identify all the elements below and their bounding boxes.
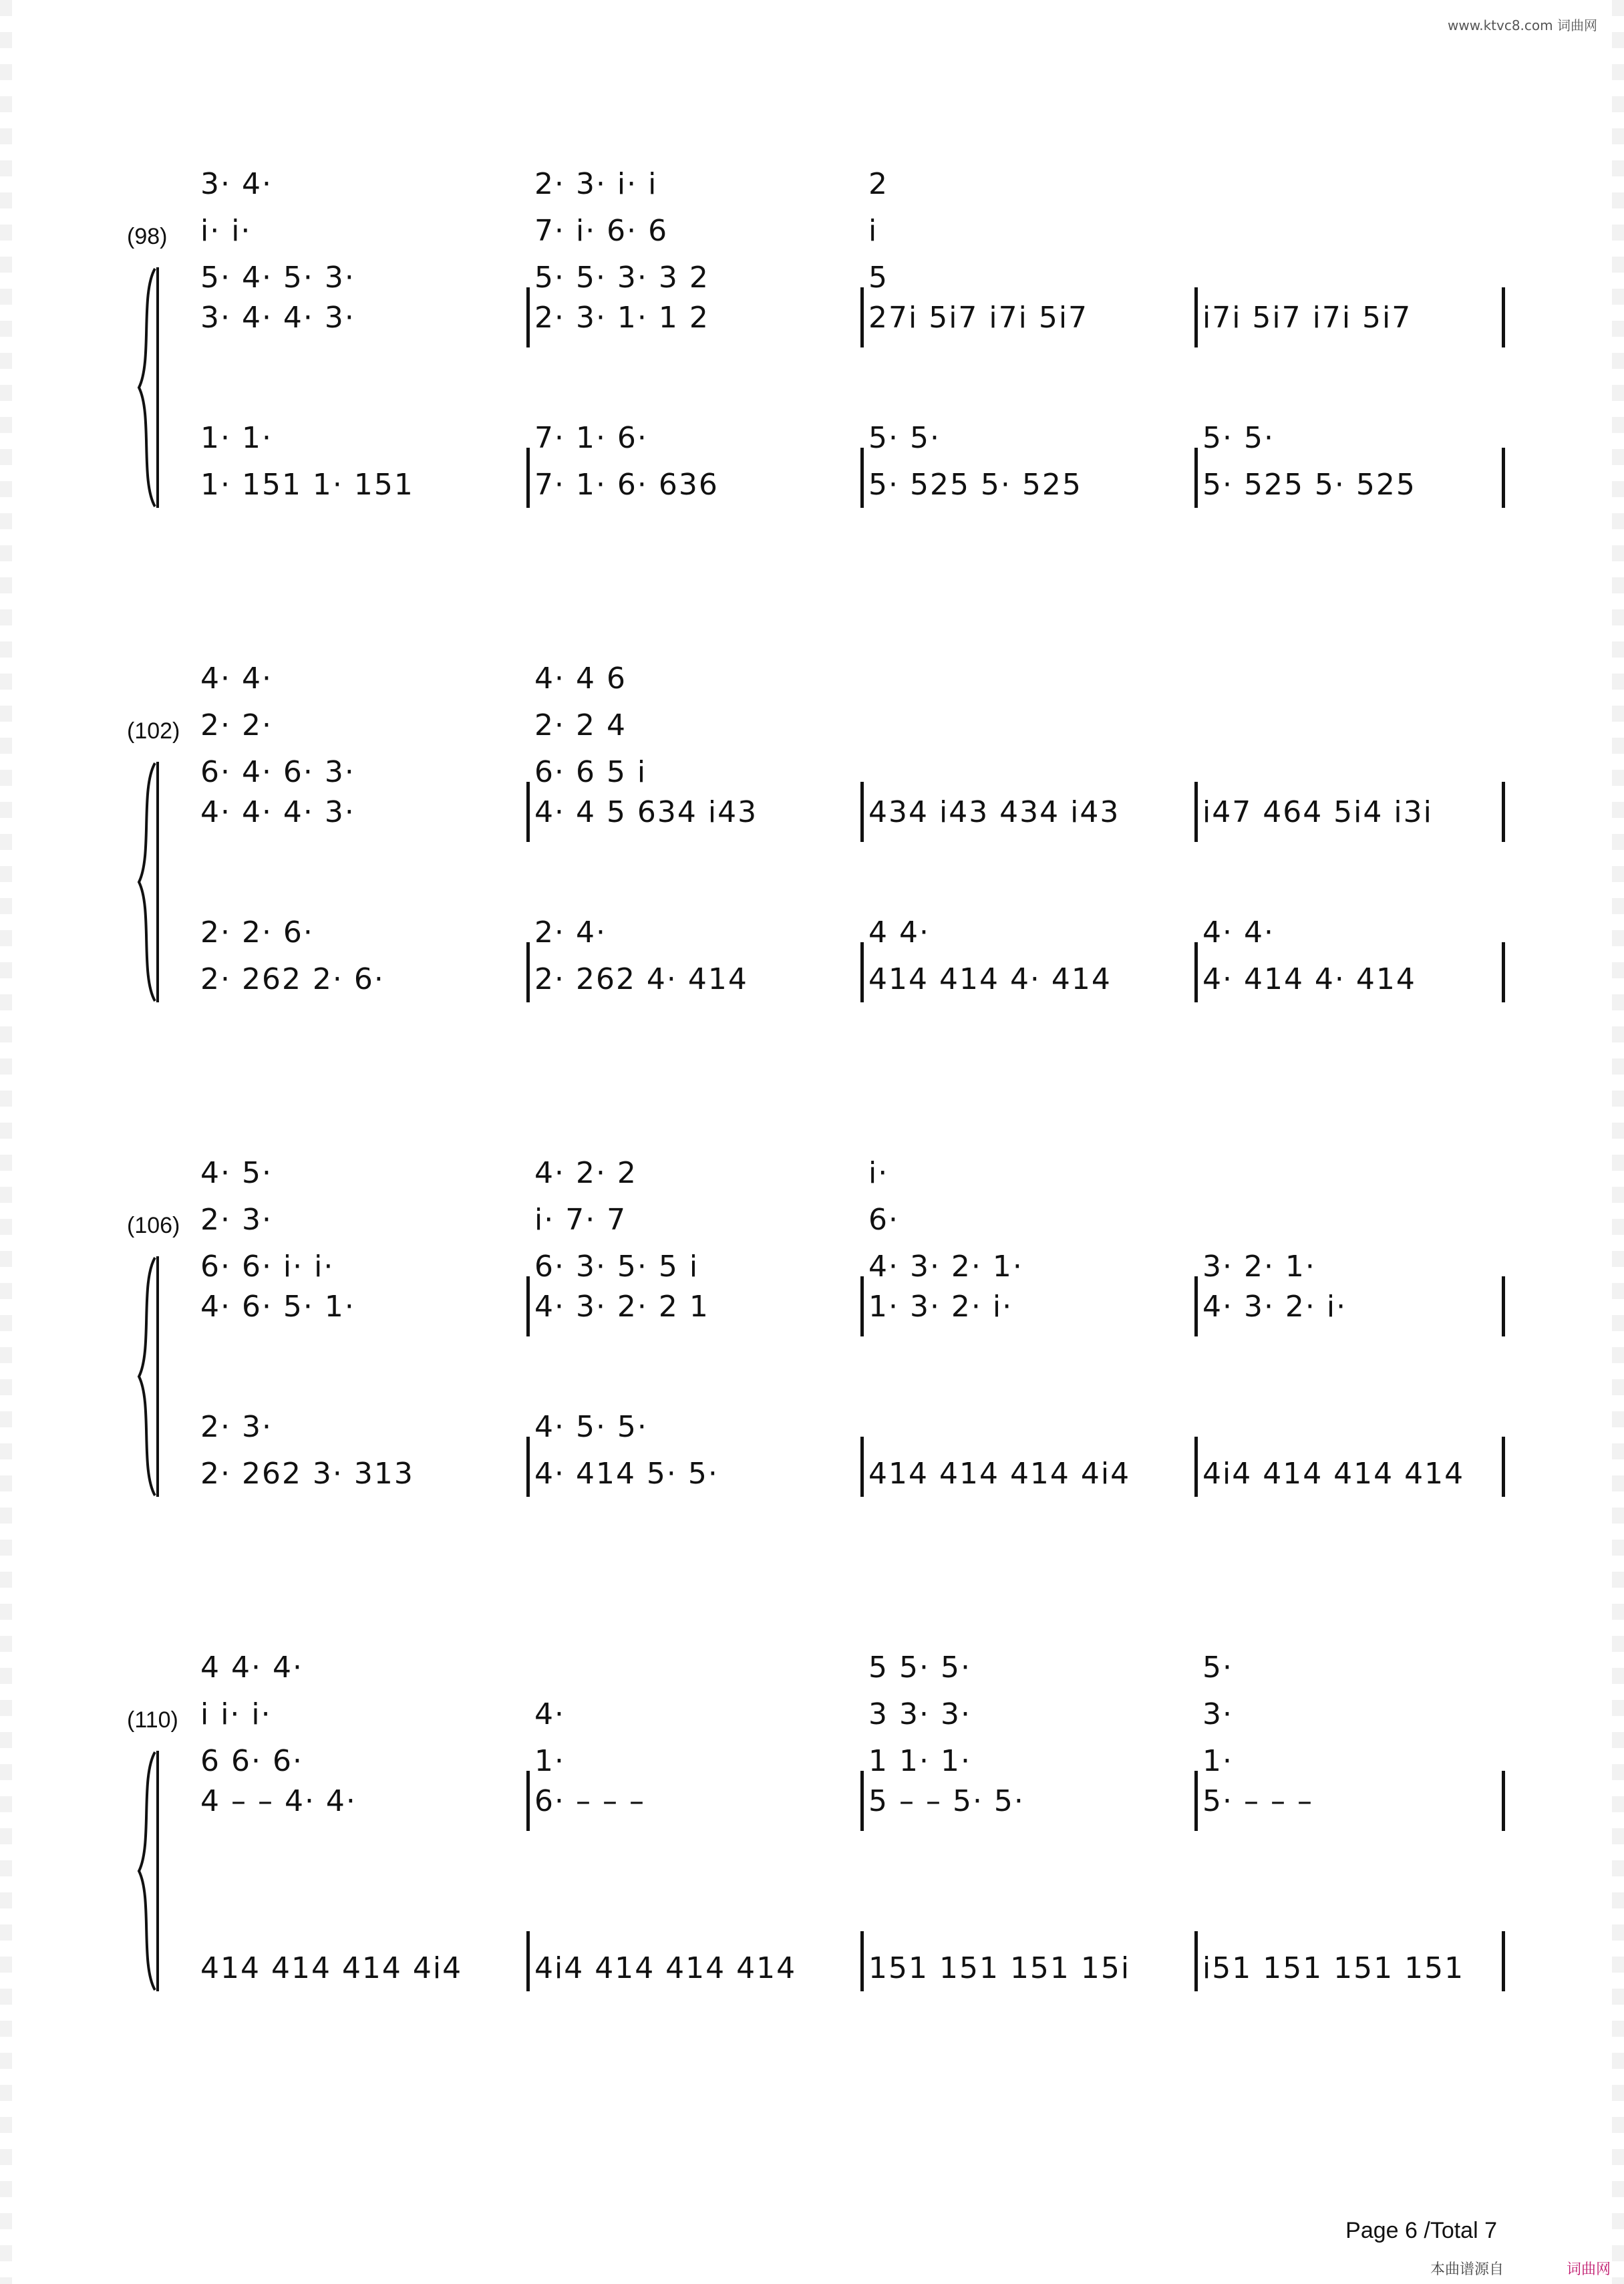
- bass-row: [187, 1410, 1496, 1457]
- measure-notes: 4· 3· 2· i·: [1202, 1290, 1347, 1324]
- treble-row: [187, 1651, 1496, 1697]
- treble-row: [187, 1203, 1496, 1250]
- measure-notes: 151 151 151 15i: [868, 1951, 1131, 1985]
- measure-notes: 414 414 414 4i4: [200, 1951, 463, 1985]
- measure-notes: [1510, 708, 1563, 755]
- measure-notes: 6 6· 6·: [200, 1744, 303, 1778]
- treble-row: [187, 708, 1496, 755]
- barline: [1194, 287, 1198, 347]
- measure-notes: [1510, 468, 1563, 515]
- system-rows: [187, 648, 1496, 1022]
- measure-notes: 6· 4· 6· 3·: [200, 755, 355, 789]
- bass-row: [187, 1457, 1496, 1504]
- measure-notes: [1510, 1410, 1563, 1457]
- barline: [1194, 942, 1198, 1002]
- bass-row: [187, 915, 1496, 962]
- measure-notes: [534, 1651, 848, 1697]
- measure-notes: [1510, 421, 1563, 468]
- barline: [860, 1931, 864, 1991]
- page-number: Page 6 /Total 7: [1345, 2218, 1497, 2243]
- grand-staff-brace: [135, 1256, 159, 1497]
- measure-notes: 1·: [534, 1744, 565, 1778]
- measure-notes: 4i4 414 414 414: [534, 1951, 797, 1985]
- measure-notes: [1510, 1651, 1563, 1697]
- barline: [860, 942, 864, 1002]
- measure-notes: 7· i· 6· 6: [534, 214, 669, 248]
- measure-notes: 4 4· 4·: [200, 1651, 303, 1685]
- measure-notes: [1510, 1904, 1563, 1951]
- left-edge-watermark-strip: [0, 0, 12, 2284]
- measure-number-label: (106): [127, 1213, 180, 1238]
- measure-notes: [1202, 214, 1516, 261]
- measure-notes: i· i·: [200, 214, 252, 248]
- barline: [526, 1276, 530, 1336]
- measure-notes: 5: [868, 261, 888, 295]
- measure-notes: 5·: [1202, 1651, 1233, 1685]
- measure-notes: [1510, 795, 1563, 842]
- measure-notes: 4i4 414 414 414: [1202, 1457, 1465, 1491]
- measure-number-label: (102): [127, 718, 180, 744]
- measure-notes: 6· 6· i· i·: [200, 1250, 335, 1284]
- grand-staff-brace: [135, 1751, 159, 1991]
- measure-notes: i47 464 5i4 i3i: [1202, 795, 1433, 829]
- right-edge-watermark-strip: [1612, 0, 1624, 2284]
- measure-notes: i: [868, 214, 878, 248]
- measure-notes: 7· 1· 6· 636: [534, 468, 719, 502]
- measure-notes: [1510, 214, 1563, 261]
- measure-notes: 6·: [868, 1203, 899, 1237]
- measure-notes: 4· 414 5· 5·: [534, 1457, 719, 1491]
- measure-notes: [1202, 1203, 1516, 1250]
- treble-row: [187, 795, 1496, 842]
- measure-notes: 5 5· 5·: [868, 1651, 971, 1685]
- measure-notes: 5· 5·: [868, 421, 941, 455]
- barline: [860, 1771, 864, 1831]
- measure-notes: 4·: [534, 1697, 565, 1731]
- measure-notes: [1202, 708, 1516, 755]
- measure-notes: 3 3· 3·: [868, 1697, 971, 1731]
- measure-notes: [1510, 1457, 1563, 1504]
- score-system: [127, 648, 1496, 1049]
- measure-notes: 1·: [1202, 1744, 1233, 1778]
- measure-notes: 4· 4 6: [534, 662, 627, 696]
- barline: [1194, 1437, 1198, 1497]
- measure-notes: 6· 3· 5· 5 i: [534, 1250, 699, 1284]
- treble-row: [187, 662, 1496, 708]
- measure-notes: 6· 6 5 i: [534, 755, 647, 789]
- measure-notes: [1510, 1290, 1563, 1336]
- measure-notes: 2· 2·: [200, 708, 273, 742]
- measure-notes: 5 – – 5· 5·: [868, 1784, 1025, 1818]
- barline: [526, 942, 530, 1002]
- grand-staff-brace: [135, 267, 159, 508]
- measure-notes: 3·: [1202, 1697, 1233, 1731]
- site-caption: 本曲谱源自: [1430, 2261, 1504, 2277]
- bass-row: [187, 962, 1496, 1009]
- measure-notes: [1510, 1951, 1563, 1998]
- measure-notes: [1202, 662, 1516, 708]
- measure-number-label: (110): [127, 1707, 178, 1733]
- measure-notes: [1510, 301, 1563, 347]
- measure-notes: 5· 525 5· 525: [1202, 468, 1416, 502]
- barline: [1194, 1931, 1198, 1991]
- barline: [1502, 1771, 1505, 1831]
- measure-notes: 4 4·: [868, 915, 930, 950]
- measure-notes: [1510, 1784, 1563, 1831]
- measure-notes: [1202, 1156, 1516, 1203]
- score-system: [127, 1637, 1496, 2038]
- bass-row: [187, 421, 1496, 468]
- system-rows: [187, 1637, 1496, 2011]
- measure-notes: i·: [868, 1156, 889, 1190]
- measure-notes: i· 7· 7: [534, 1203, 627, 1237]
- barline: [1502, 782, 1505, 842]
- measure-notes: 2· 4·: [534, 915, 607, 950]
- barline: [526, 448, 530, 508]
- barline: [1502, 1437, 1505, 1497]
- treble-row: [187, 301, 1496, 347]
- grand-staff-brace: [135, 762, 159, 1002]
- barline: [860, 287, 864, 347]
- measure-notes: 5· 5· 3· 3 2: [534, 261, 709, 295]
- treble-row: [187, 1697, 1496, 1744]
- measure-notes: 2· 3·: [200, 1203, 273, 1237]
- bass-row: [187, 1904, 1496, 1951]
- measure-notes: [868, 1904, 1182, 1951]
- measure-notes: 27i 5i7 i7i 5i7: [868, 301, 1089, 335]
- barline: [526, 1437, 530, 1497]
- measure-notes: 5· 4· 5· 3·: [200, 261, 355, 295]
- measure-notes: 4· 4· 4· 3·: [200, 795, 355, 829]
- measure-notes: 2: [868, 167, 888, 201]
- barline: [860, 1276, 864, 1336]
- measure-notes: 1· 3· 2· i·: [868, 1290, 1013, 1324]
- barline: [1502, 942, 1505, 1002]
- measure-number-label: (98): [127, 224, 168, 249]
- measure-notes: 4· 2· 2: [534, 1156, 637, 1190]
- barline: [860, 448, 864, 508]
- bass-row: [187, 1951, 1496, 1998]
- measure-notes: 2· 2 4: [534, 708, 627, 742]
- barline: [860, 1437, 864, 1497]
- measure-notes: 414 414 414 4i4: [868, 1457, 1131, 1491]
- barline: [1502, 1276, 1505, 1336]
- treble-row: [187, 1784, 1496, 1831]
- measure-notes: [1510, 1697, 1563, 1744]
- score-system: [127, 154, 1496, 555]
- barline: [526, 1931, 530, 1991]
- treble-row: [187, 1290, 1496, 1336]
- measure-notes: 5· 5·: [1202, 421, 1275, 455]
- treble-row: [187, 1156, 1496, 1203]
- measure-notes: [1510, 915, 1563, 962]
- measure-notes: 2· 3· i· i: [534, 167, 658, 201]
- measure-notes: 4· 414 4· 414: [1202, 962, 1416, 996]
- score-system: [127, 1143, 1496, 1544]
- measure-notes: 3· 2· 1·: [1202, 1250, 1316, 1284]
- measure-notes: 2· 3·: [200, 1410, 273, 1444]
- measure-notes: 2· 3· 1· 1 2: [534, 301, 709, 335]
- measure-notes: 4 – – 4· 4·: [200, 1784, 357, 1818]
- barline: [1194, 448, 1198, 508]
- measure-notes: 4· 5·: [200, 1156, 273, 1190]
- measure-notes: 5· 525 5· 525: [868, 468, 1082, 502]
- measure-notes: 6· – – –: [534, 1784, 645, 1818]
- treble-row: [187, 167, 1496, 214]
- measure-notes: [1510, 1156, 1563, 1203]
- measure-notes: 4· 3· 2· 1·: [868, 1250, 1023, 1284]
- measure-notes: 7· 1· 6·: [534, 421, 648, 455]
- measure-notes: 3· 4·: [200, 167, 273, 201]
- measure-notes: i51 151 151 151: [1202, 1951, 1465, 1985]
- measure-notes: 2· 262 2· 6·: [200, 962, 385, 996]
- measure-notes: 4· 4 5 634 i43: [534, 795, 758, 829]
- measure-notes: 3· 4· 4· 3·: [200, 301, 355, 335]
- system-rows: [187, 1143, 1496, 1517]
- measure-notes: [534, 1904, 848, 1951]
- measure-notes: [1202, 167, 1516, 214]
- barline: [860, 782, 864, 842]
- measure-notes: 434 i43 434 i43: [868, 795, 1120, 829]
- barline: [1194, 782, 1198, 842]
- measure-notes: [1202, 1904, 1516, 1951]
- measure-notes: [1510, 167, 1563, 214]
- measure-notes: i i· i·: [200, 1697, 272, 1731]
- barline: [1194, 1771, 1198, 1831]
- measure-notes: [1510, 662, 1563, 708]
- header-url: www.ktvc8.com 词曲网: [1447, 17, 1597, 33]
- barline: [1502, 448, 1505, 508]
- measure-notes: [1510, 962, 1563, 1009]
- measure-notes: [868, 708, 1182, 755]
- measure-notes: 1 1· 1·: [868, 1744, 971, 1778]
- measure-notes: 2· 2· 6·: [200, 915, 314, 950]
- measure-notes: 1· 1·: [200, 421, 273, 455]
- measure-notes: [200, 1904, 514, 1951]
- barline: [1502, 1931, 1505, 1991]
- measure-notes: [868, 662, 1182, 708]
- measure-notes: 2· 262 4· 414: [534, 962, 748, 996]
- barline: [526, 1771, 530, 1831]
- measure-notes: i7i 5i7 i7i 5i7: [1202, 301, 1412, 335]
- system-rows: [187, 154, 1496, 528]
- measure-notes: [868, 1410, 1182, 1457]
- measure-notes: 4· 4·: [1202, 915, 1275, 950]
- barline: [1502, 287, 1505, 347]
- bass-row: [187, 468, 1496, 515]
- measure-notes: 4· 5· 5·: [534, 1410, 648, 1444]
- barline: [526, 782, 530, 842]
- measure-notes: 5· – – –: [1202, 1784, 1313, 1818]
- measure-notes: 2· 262 3· 313: [200, 1457, 414, 1491]
- treble-row: [187, 214, 1496, 261]
- site-logo-text: 词曲网: [1566, 2261, 1611, 2277]
- measure-notes: 414 414 4· 414: [868, 962, 1112, 996]
- measure-notes: [1510, 1203, 1563, 1250]
- barline: [526, 287, 530, 347]
- measure-notes: 4· 6· 5· 1·: [200, 1290, 355, 1324]
- barline: [1194, 1276, 1198, 1336]
- measure-notes: 1· 151 1· 151: [200, 468, 414, 502]
- measure-notes: 4· 4·: [200, 662, 273, 696]
- measure-notes: 4· 3· 2· 2 1: [534, 1290, 709, 1324]
- measure-notes: [1202, 1410, 1516, 1457]
